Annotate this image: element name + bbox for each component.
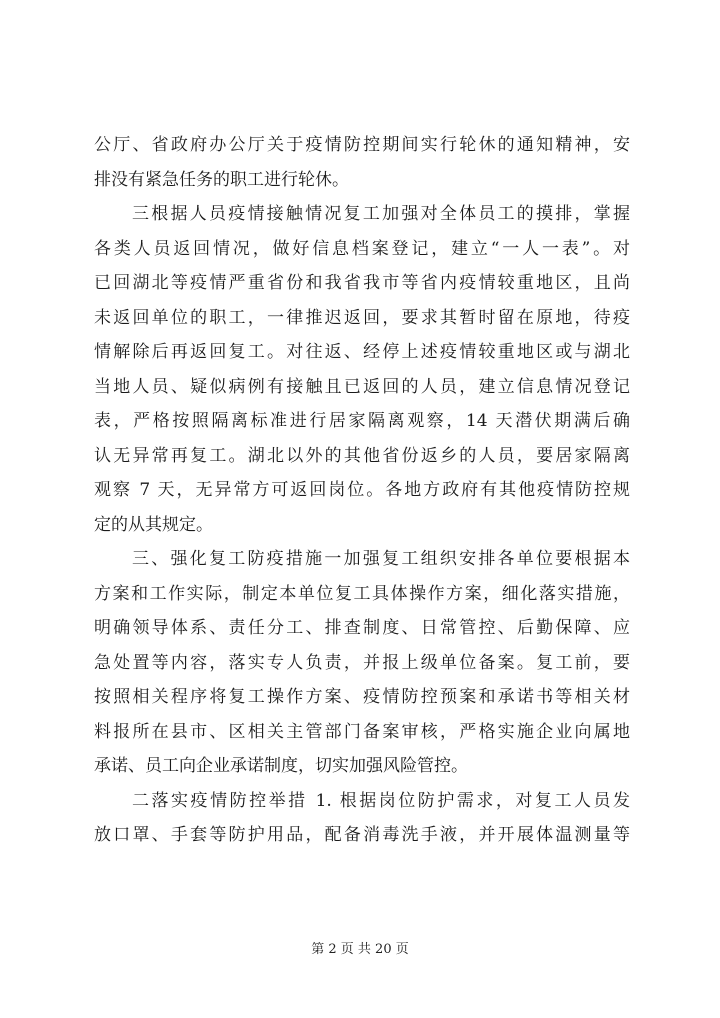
text-line: 各类人员返回情况，做好信息档案登记，建立“一人一表”。对 [94, 238, 630, 259]
text-line: 明确领导体系、责任分工、排查制度、日常管控、后勤保障、应 [94, 618, 630, 638]
text-line: 观察 7 天，无异常方可返回岗位。各地方政府有其他疫情防控规 [94, 480, 630, 500]
text-line: 急处置等内容，落实专人负责，并报上级单位备案。复工前，要 [94, 652, 630, 673]
text-line: 认无异常再复工。湖北以外的其他省份返乡的人员，要居家隔离 [94, 445, 630, 466]
text-line: 料报所在县市、区相关主管部门备案审核，严格实施企业向属地 [94, 721, 630, 742]
page-number-footer: 第 2 页 共 20 页 [311, 942, 409, 957]
text-line: 定的从其规定。 [94, 514, 213, 535]
text-line: 三、强化复工防疫措施一加强复工组织安排各单位要根据本 [132, 549, 630, 569]
text-line: 已回湖北等疫情严重省份和我省我市等省内疫情较重地区，且尚 [94, 273, 630, 293]
text-line: 承诺、员工向企业承诺制度，切实加强风险管控。 [94, 756, 468, 776]
text-line: 表，严格按照隔离标准进行居家隔离观察，14 天潜伏期满后确 [94, 411, 630, 431]
text-line: 三根据人员疫情接触情况复工加强对全体员工的摸排，掌握 [132, 204, 630, 224]
text-line: 当地人员、疑似病例有接触且已返回的人员，建立信息情况登记 [94, 376, 630, 397]
text-line: 公厅、省政府办公厅关于疫情防控期间实行轮休的通知精神，安 [94, 135, 630, 155]
text-line: 方案和工作实际，制定本单位复工具体操作方案，细化落实措施， [94, 583, 630, 604]
text-line: 二落实疫情防控举措 1. 根据岗位防护需求，对复工人员发 [132, 790, 630, 811]
text-line: 未返回单位的职工，一律推迟返回，要求其暂时留在原地，待疫 [94, 307, 630, 328]
document-body [94, 128, 630, 853]
text-line: 情解除后再返回复工。对往返、经停上述疫情较重地区或与湖北 [94, 342, 630, 362]
text-line: 放口罩、手套等防护用品，配备消毒洗手液，并开展体温测量等 [94, 825, 630, 845]
text-line: 排没有紧急任务的职工进行轮休。 [94, 169, 349, 190]
text-line: 按照相关程序将复工操作方案、疫情防控预案和承诺书等相关材 [94, 687, 630, 707]
